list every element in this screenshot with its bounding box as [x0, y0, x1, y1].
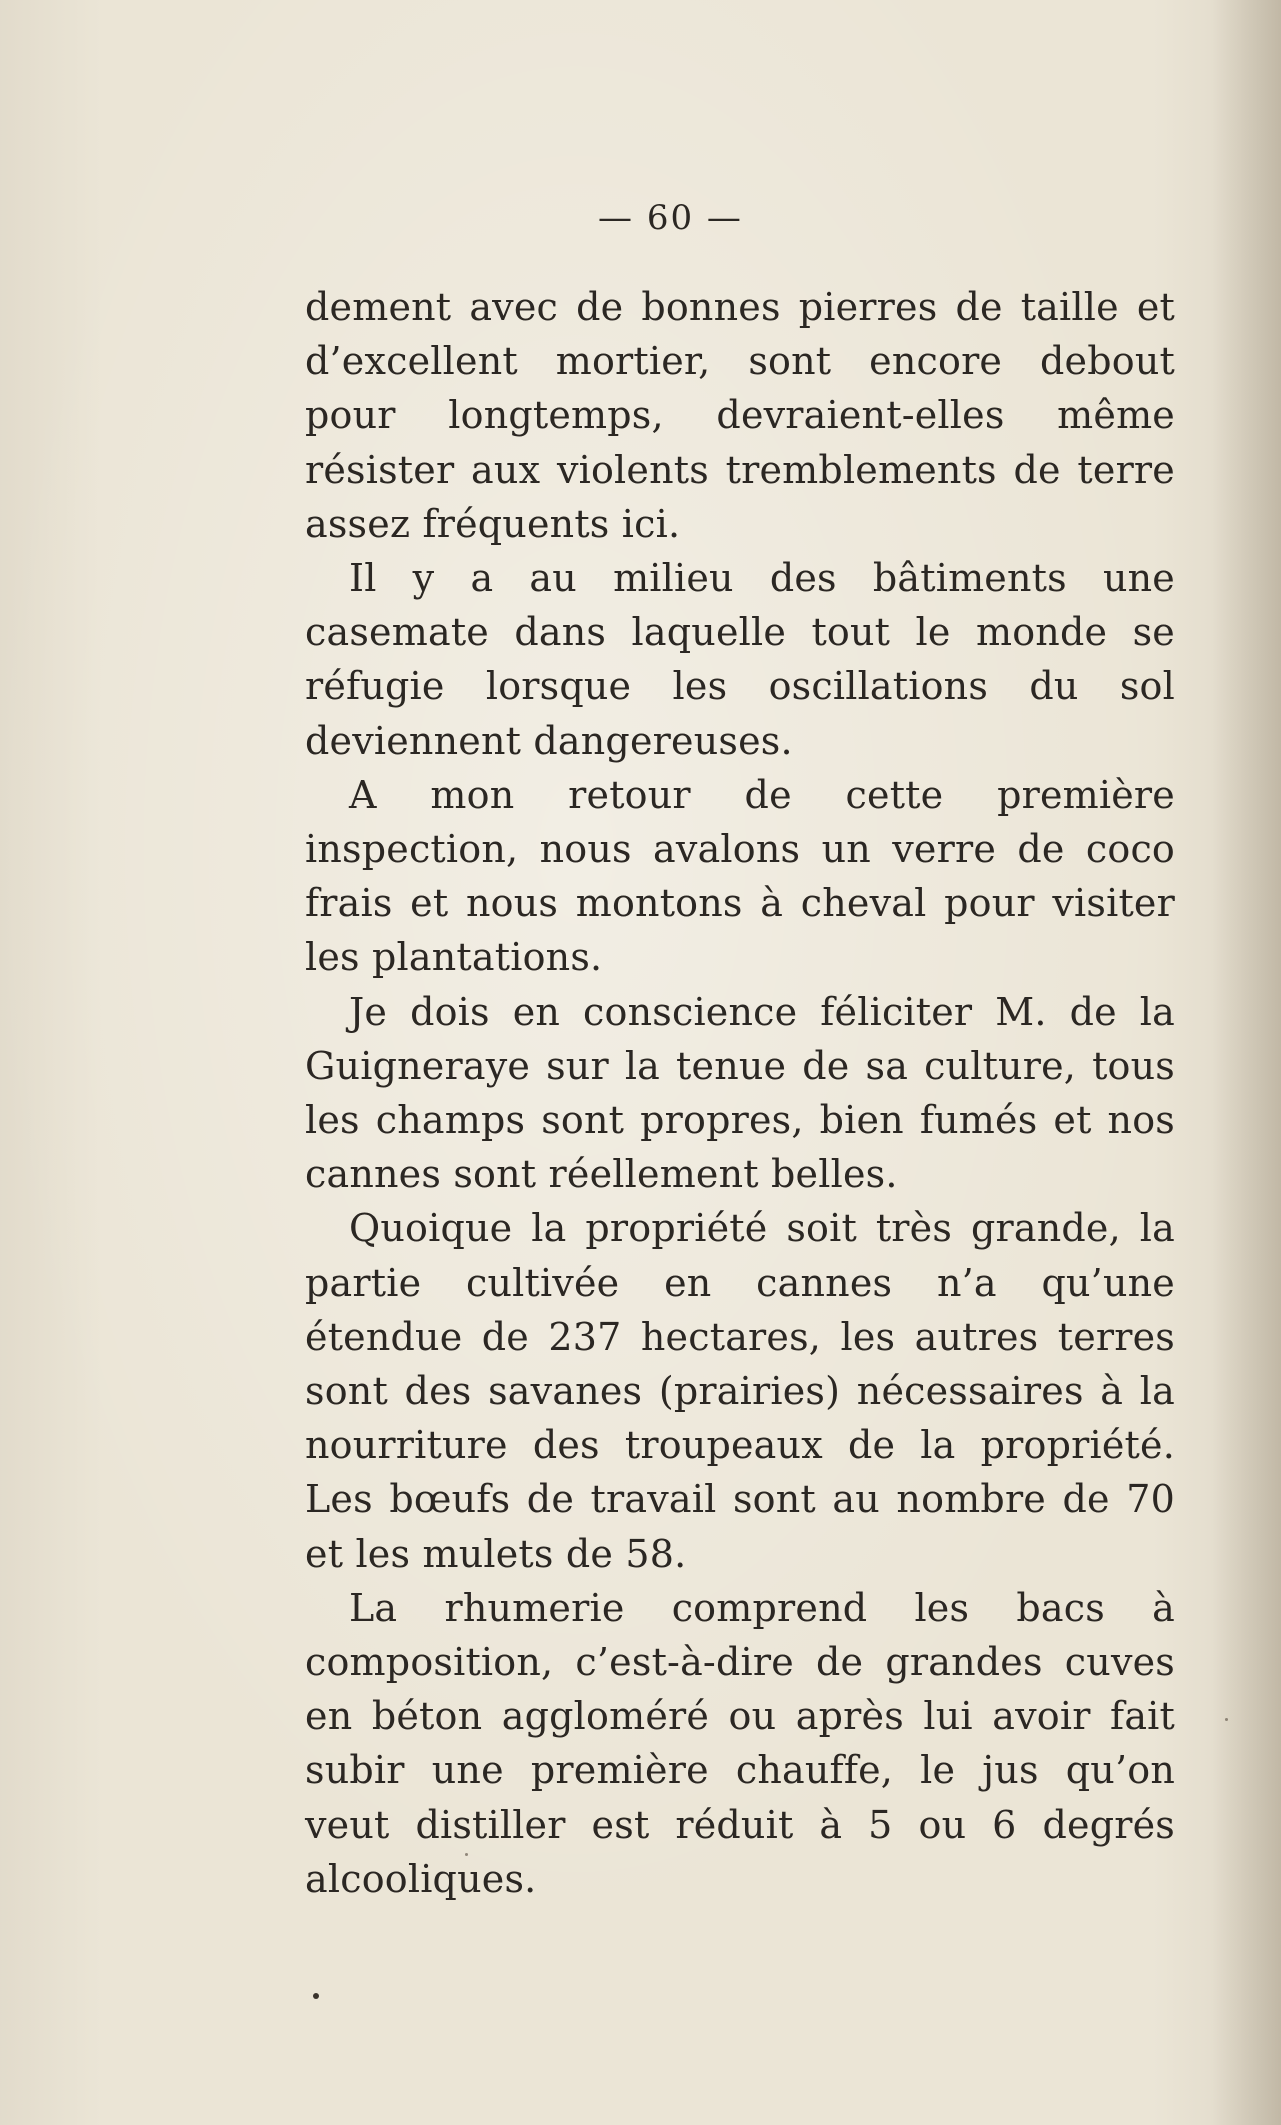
paragraph-5: Quoique la propriété soit très grande, la partie cultivée en cannes n’a qu’une étendue de 237 hectares, les autres terres sont des savanes (prairies) nécessaires à la nourriture des troupeaux de la propriété. Les bœufs de travail sont au nombre de 70 et les mulets de 58. — [305, 1206, 1175, 1576]
page-number: — 60 — — [598, 198, 743, 238]
paper-speck — [465, 1853, 468, 1856]
page-edge-shadow — [1211, 0, 1281, 2125]
paragraph-3: A mon retour de cette première inspection, nous avalons un verre de coco frais et nous montons à cheval pour visiter les plantations. — [305, 772, 1175, 980]
body-text — [305, 280, 1175, 1906]
paper-speck — [1225, 1718, 1228, 1721]
paragraph-6: La rhumerie comprend les bacs à composition, c’est-à-dire de grandes cuves en béton aggloméré ou après lui avoir fait subir une première chauffe, le jus qu’on veut distiller est réduit à 5 ou 6 degrés alcooliques. — [305, 1585, 1175, 1901]
ink-spot — [313, 1993, 319, 1999]
paragraph-4: Je dois en conscience féliciter M. de la Guigneraye sur la tenue de sa culture, tous les champs sont propres, bien fumés et nos cannes sont réellement belles. — [305, 989, 1175, 1197]
paragraph-2: Il y a au milieu des bâtiments une casemate dans laquelle tout le monde se réfugie lorsque les oscillations du sol deviennent dangereuses. — [305, 556, 1175, 763]
paragraph-1: dement avec de bonnes pierres de taille et d’excellent mortier, sont encore debout pour longtemps, devraient-elles même résister aux violents tremblements de terre assez fréquents ici. — [305, 285, 1175, 546]
